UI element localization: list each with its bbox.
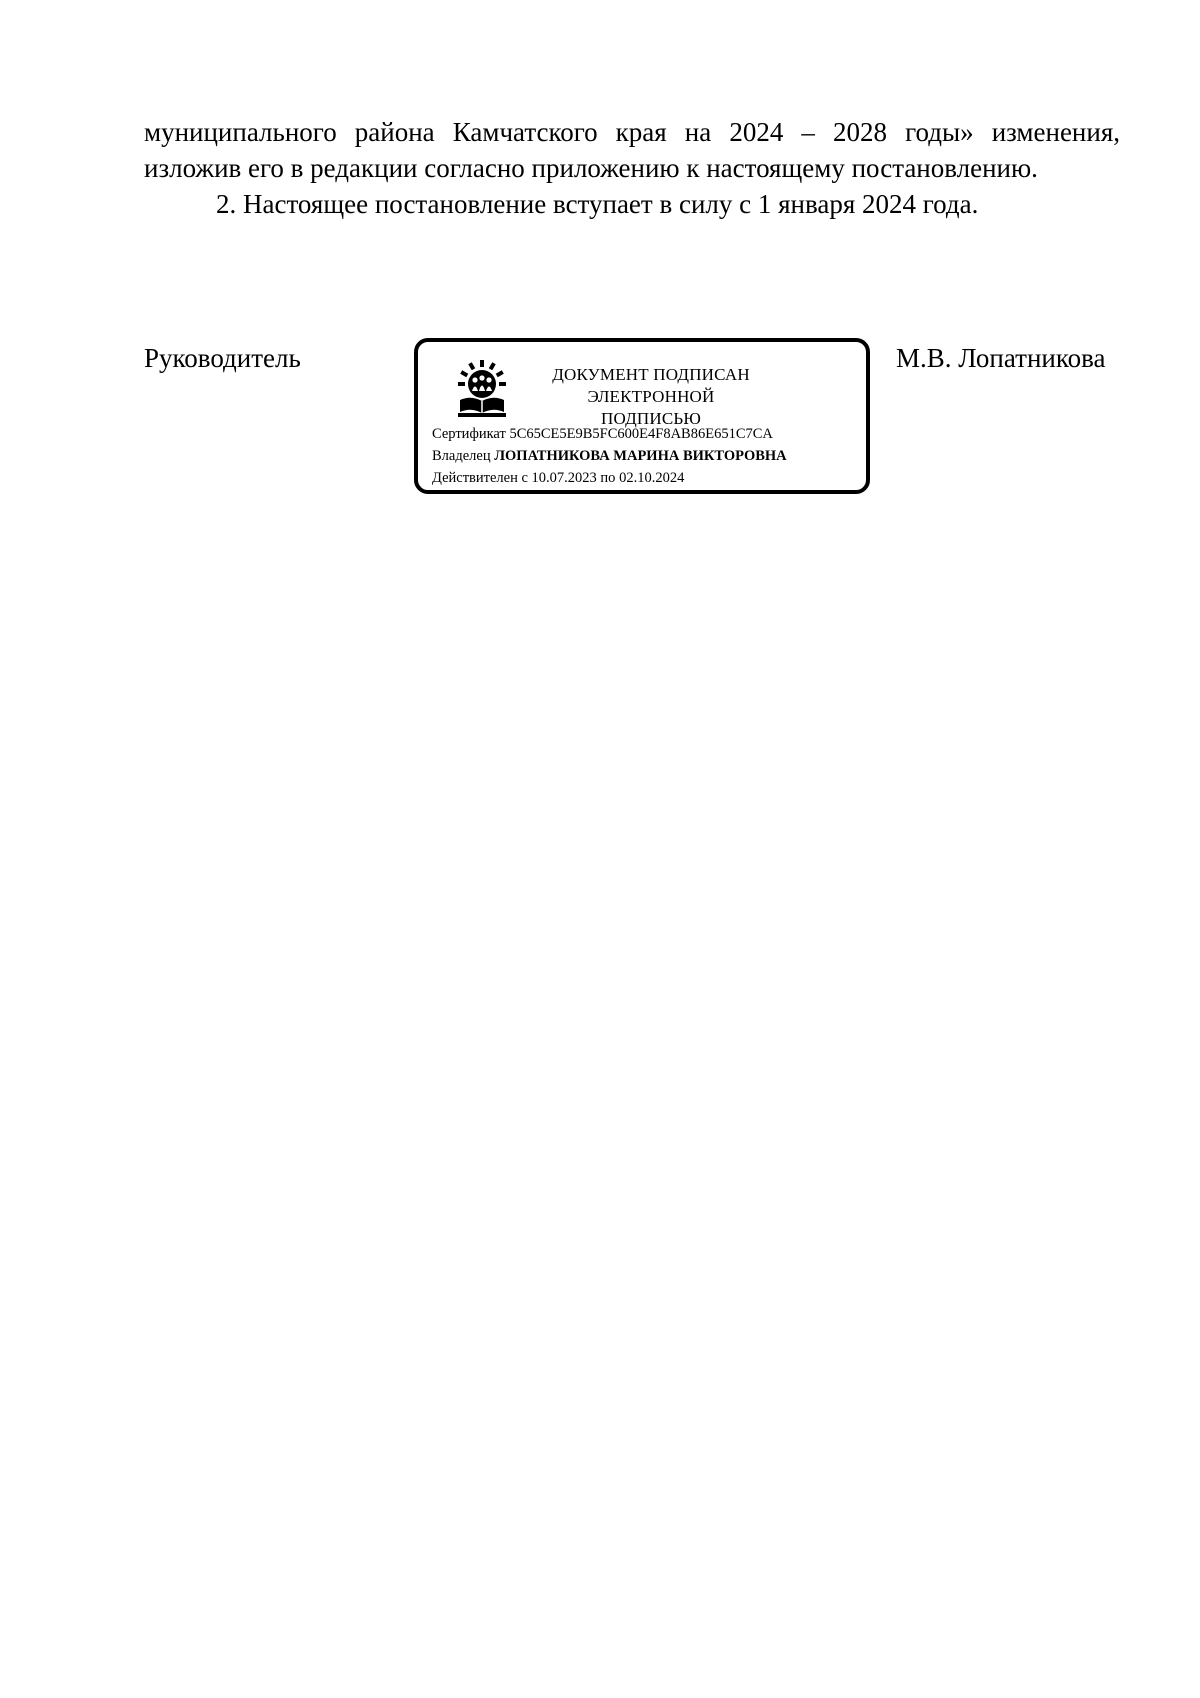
valid-to: 02.10.2024 (619, 470, 685, 486)
emblem-icon (454, 360, 510, 418)
valid-to-label: по (600, 470, 616, 486)
stamp-title-line-1: ДОКУМЕНТ ПОДПИСАН (552, 365, 750, 384)
stamp-title (536, 364, 766, 430)
valid-from: 10.07.2023 (531, 470, 597, 486)
certificate-label: Сертификат (432, 426, 506, 442)
stamp-certificate (432, 424, 773, 444)
owner-value: ЛОПАТНИКОВА МАРИНА ВИКТОРОВНА (494, 448, 787, 464)
paragraph-line-1: муниципального района Камчатского края на 2024 – 2028 годы» изменения, (144, 117, 1120, 147)
paragraph-2: 2. Настоящее постановление вступает в силу с 1 января 2024 года. (216, 189, 979, 219)
stamp-validity (432, 468, 684, 488)
stamp-owner (432, 446, 787, 466)
certificate-value: 5C65CE5E9B5FC600E4F8AB86E651C7CA (509, 426, 773, 442)
stamp-title-line-2: ЭЛЕКТРОННОЙ ПОДПИСЬЮ (587, 387, 715, 428)
owner-label: Владелец (432, 448, 491, 464)
paragraph-line-2: изложив его в редакции согласно приложению к настоящему постановлению. (144, 153, 1038, 183)
signer-name: М.В. Лопатникова (896, 343, 1106, 373)
electronic-signature-stamp (414, 338, 870, 494)
signer-role: Руководитель (144, 343, 301, 373)
valid-label: Действителен с (432, 470, 528, 486)
